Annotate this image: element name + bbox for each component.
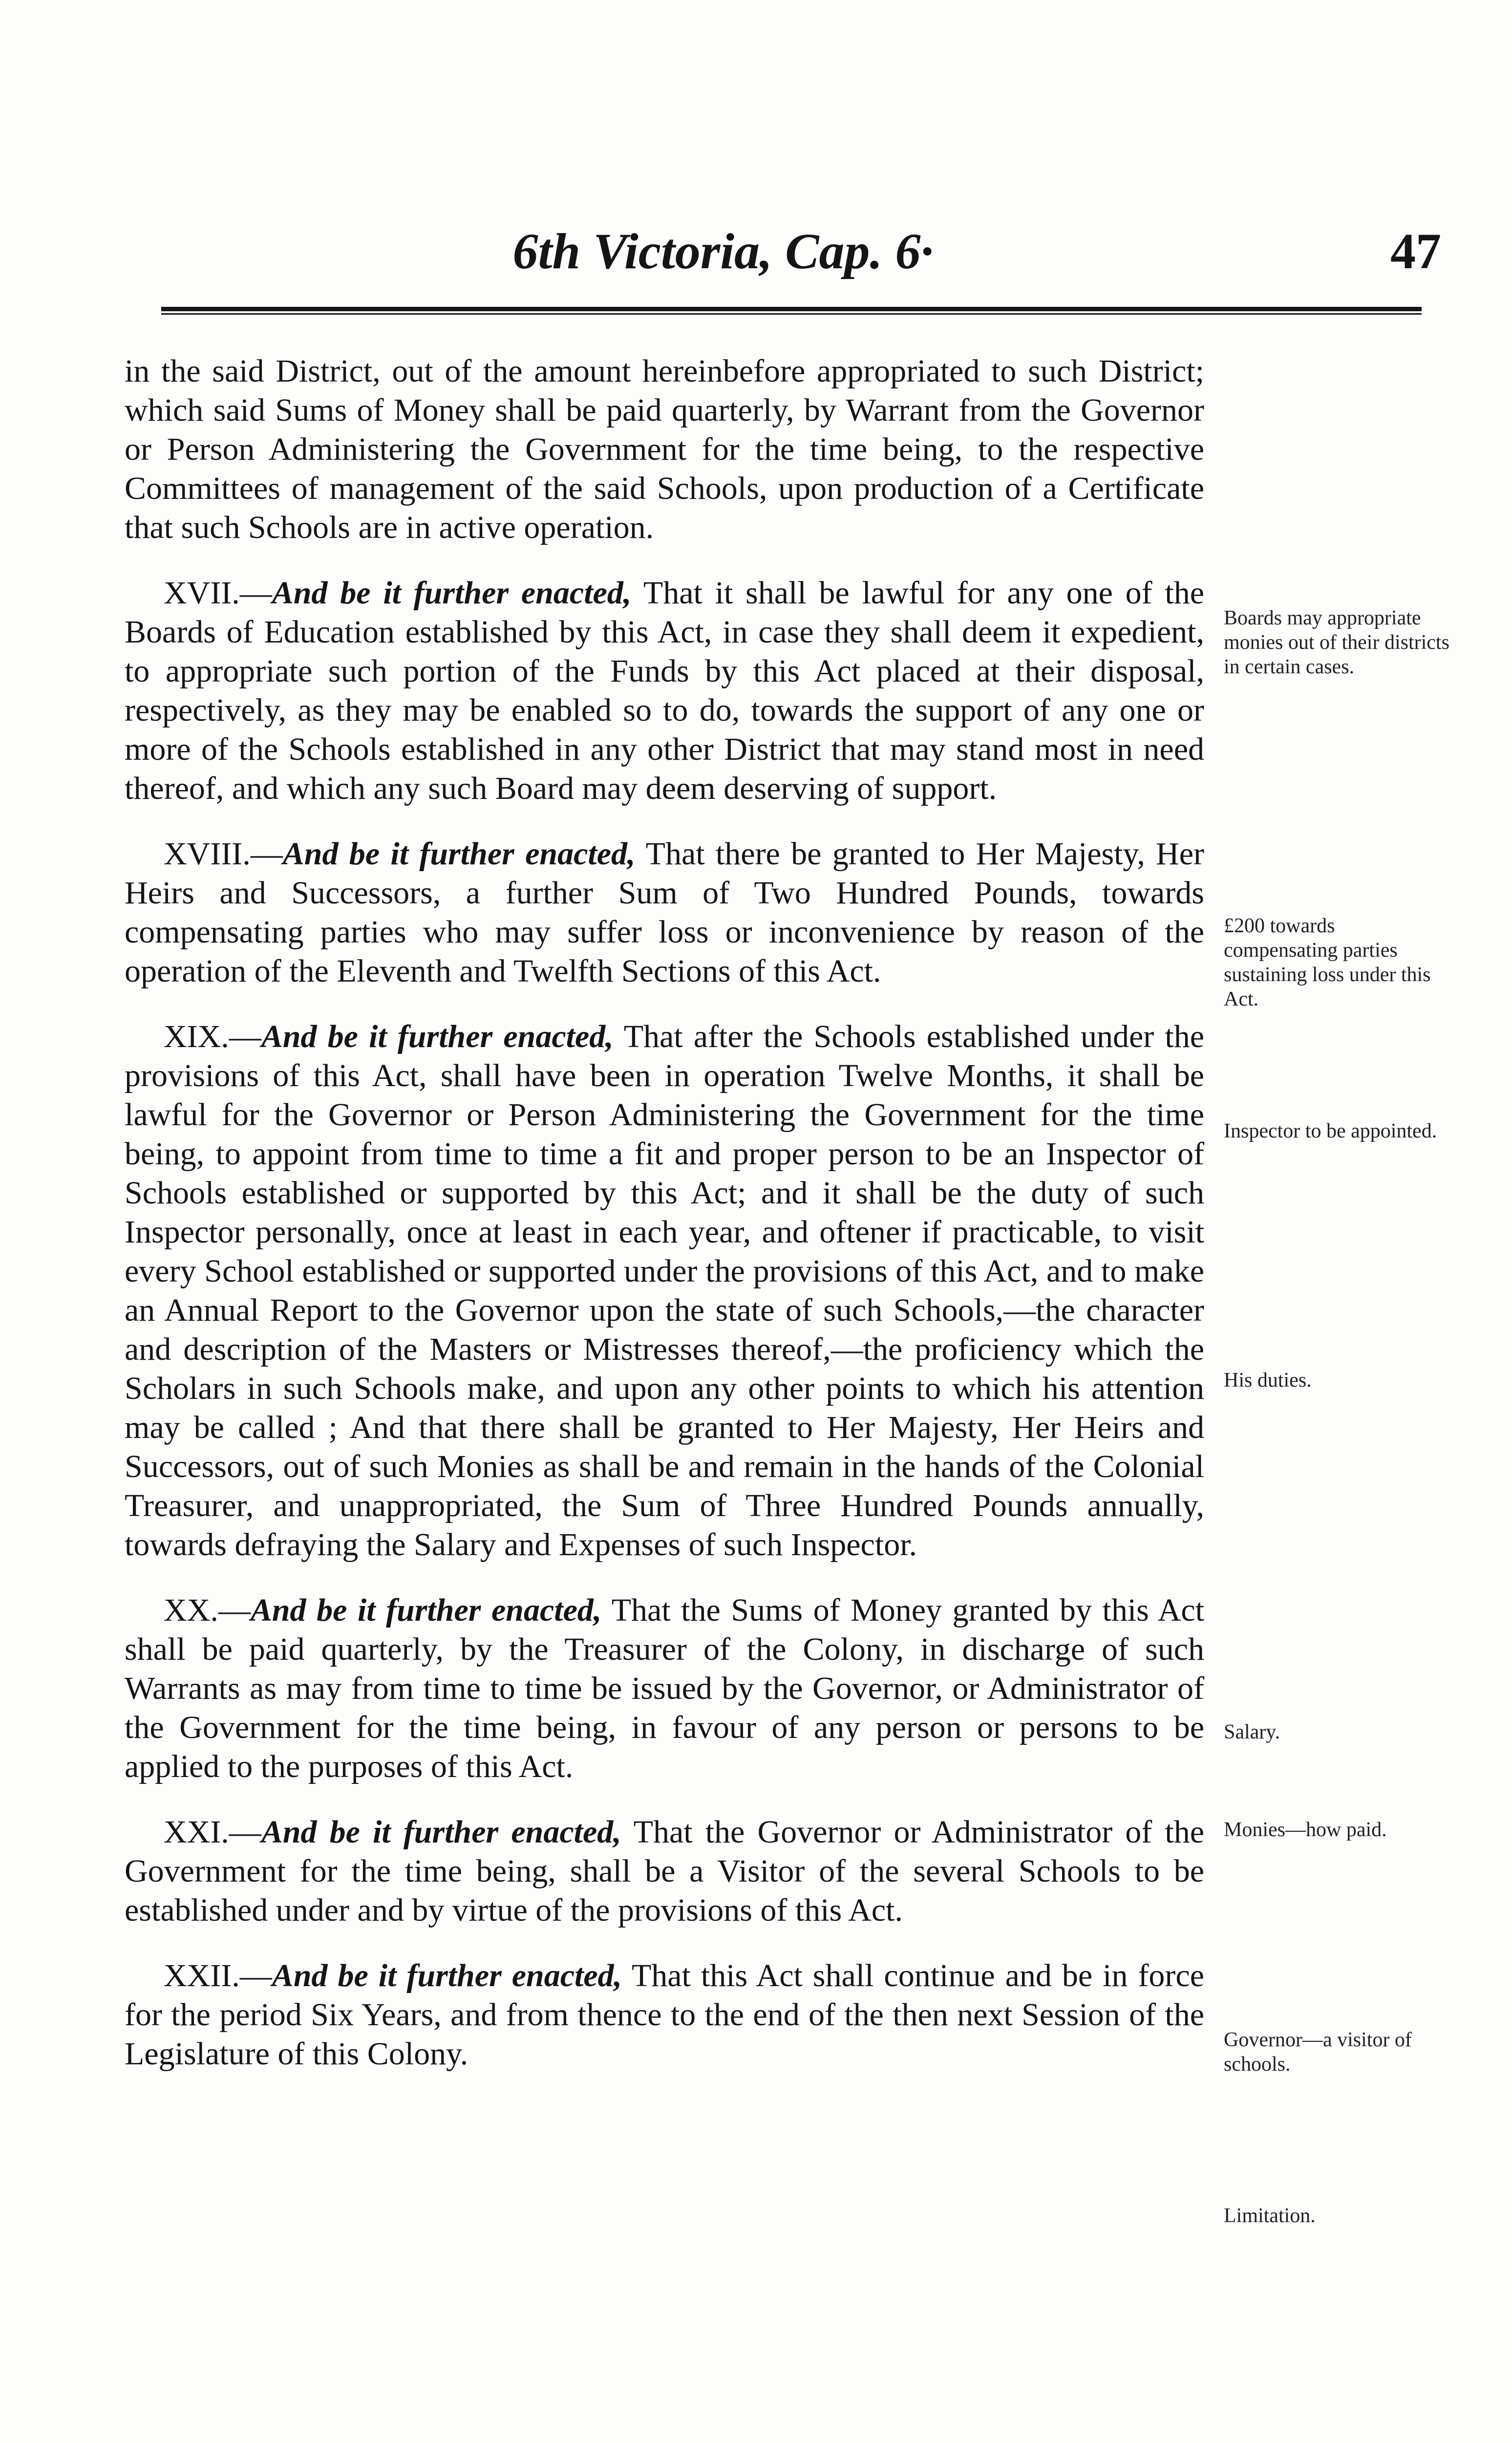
section-number: XX.— xyxy=(164,1592,251,1628)
section-xx xyxy=(125,1591,1204,1786)
section-text: That after the Schools established under the provisions of this Act, shall have been in operation Twelve Months, it shall be lawful for the Governor or Person Administering the Government for the time being, to appoint from time to time a fit and proper person to be an Inspector of Schools established or supported by this Act; and it shall be the duty of such Inspector personally, once at least in each year, and oftener if practicable, to visit every School established or supported under the provisions of this Act, and to make an Annual Report to the Governor upon the state of such Schools,—the character and description of the Masters or Mistresses thereof,—the proficiency which the Scholars in such Schools make, and upon any other points to which his attention may be called ; And that there shall be granted to Her Majesty, Her Heirs and Successors, out of such Monies as shall be and remain in the hands of the Colonial Treasurer, and unappropriated, the Sum of Three Hundred Pounds annually, towards defraying the Salary and Expenses of such Inspector. xyxy=(125,1019,1205,1563)
section-number: XIX.— xyxy=(164,1019,261,1054)
section-text: That the Governor or Administrator of the Government for the time being, shall be a Visitor of the several Schools to be established under and by virtue of the provisions of this Act. xyxy=(125,1814,1205,1928)
section-xix xyxy=(125,1017,1204,1564)
margin-note-inspector: Inspector to be appointed. xyxy=(1224,1120,1437,1142)
margin-note-limitation: Limitation. xyxy=(1224,2205,1316,2227)
margin-note-boards: Boards may appropriate monies out of their districts in certain cases. xyxy=(1224,607,1449,678)
section-text: That this Act shall continue and be in force for the period Six Years, and from thence to the end of the then next Session of the Legislature of this Colony. xyxy=(125,1958,1204,2072)
page-number: 47 xyxy=(1390,223,1441,279)
section-xxii xyxy=(125,1956,1204,2074)
page-header xyxy=(0,222,1512,281)
section-text: That the Sums of Money granted by this Act shall be paid quarterly, by the Treasurer of the Colony, in discharge of such Warrants as may from time to time be issued by the Governor, or Administrator of the Government for the time being, in favour of any person or persons to be applied to the purposes of this Act. xyxy=(125,1592,1205,1784)
section-text: That there be granted to Her Majesty, Her Heirs and Successors, a further Sum of Two Hundred Pounds, towards compensating parties who may suffer loss or inconvenience by reason of the operation of the Eleventh and Twelfth Sections of this Act. xyxy=(125,836,1204,989)
section-number: XXII.— xyxy=(164,1958,272,1993)
section-number: XXI.— xyxy=(164,1814,261,1850)
section-text: That it shall be lawful for any one of the Boards of Education established by this Act, in case they shall deem it expedient, to appropriate such portion of the Funds by this Act placed at their disposal, respectively, as they may be enabled so to do, towards the support of any one or more of the Schools established in any other District that may stand most in need thereof, and which any such Board may deem deserving of support. xyxy=(125,575,1204,806)
section-number: XVIII.— xyxy=(164,836,283,872)
enacting-phrase: And be it further enacted, xyxy=(272,1958,622,1993)
enacting-phrase: And be it further enacted, xyxy=(261,1019,614,1054)
margin-note-salary: Salary. xyxy=(1224,1721,1280,1743)
act-body xyxy=(125,352,1204,2100)
section-xviii xyxy=(125,835,1204,991)
continuation-paragraph: in the said District, out of the amount hereinbefore appropriated to such District; which said Sums of Money shall be paid quarterly, by Warrant from the Governor or Person Administering the Government for the time being, to the respective Committees of management of the said Schools, upon production of a Certificate that such Schools are in active operation. xyxy=(125,353,1204,545)
margin-note-duties: His duties. xyxy=(1224,1369,1312,1392)
margin-note-compensation: £200 towards compensating parties sustaining loss under this Act. xyxy=(1224,915,1431,1010)
enacting-phrase: And be it further enacted, xyxy=(272,575,632,611)
margin-note-visitor: Governor—a visitor of schools. xyxy=(1224,2029,1412,2076)
header-rule xyxy=(161,307,1422,315)
running-head: 6th Victoria, Cap. 6· xyxy=(512,223,934,279)
margin-note-monies: Monies—how paid. xyxy=(1224,1819,1387,1841)
enacting-phrase: And be it further enacted, xyxy=(282,836,636,872)
section-number: XVII.— xyxy=(164,575,272,611)
section-xxi xyxy=(125,1813,1204,1930)
section-xvii xyxy=(125,574,1204,808)
enacting-phrase: And be it further enacted, xyxy=(261,1814,621,1850)
enacting-phrase: And be it further enacted, xyxy=(250,1592,602,1628)
